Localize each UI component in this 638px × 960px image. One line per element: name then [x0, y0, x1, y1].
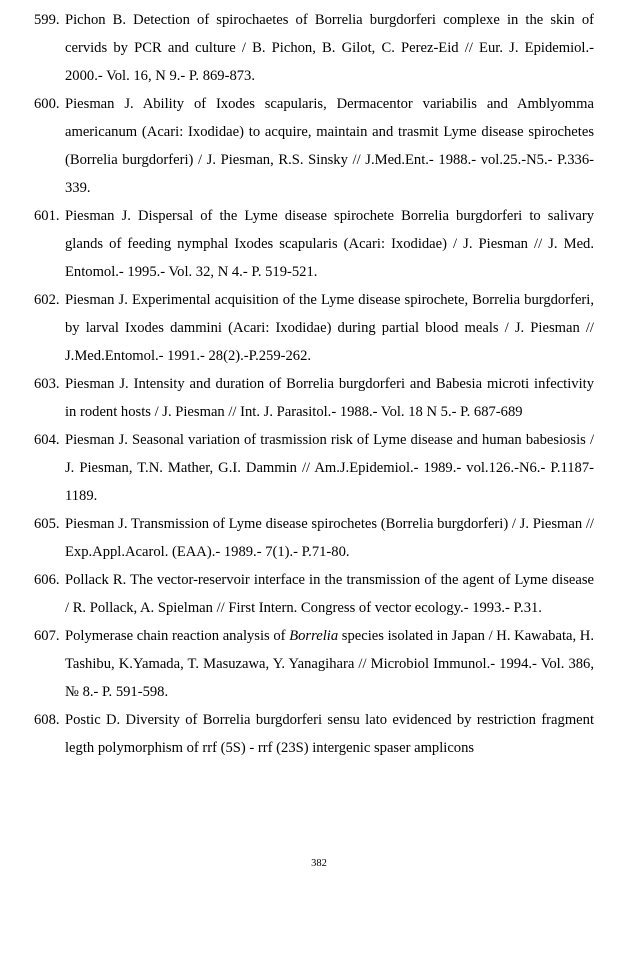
reference-item — [34, 566, 594, 622]
reference-number: 599. — [34, 12, 60, 28]
reference-number: 603. — [34, 376, 60, 392]
reference-number: 600. — [34, 96, 60, 112]
reference-item — [34, 202, 594, 286]
reference-item — [34, 622, 594, 706]
reference-list — [34, 6, 594, 762]
reference-text: Piesman J. Experimental acquisition of the Lyme disease spirochete, Borrelia burgdorferi, by larval Ixodes dammini (Acari: Ixodidae) during partial blood meals / J. Piesman // J.Med.Entomol.- 1991.- 28(2).-P.259-262. — [65, 292, 594, 364]
reference-text: Polymerase chain reaction analysis of Borrelia species isolated in Japan / H. Kawabata, H. Tashibu, K.Yamada, T. Masuzawa, Y. Yanagihara // Microbiol Immunol.- 1994.- Vol. 386, № 8.- P. 591-598. — [65, 628, 594, 700]
genus-italic: Borrelia — [289, 628, 339, 644]
reference-item — [34, 706, 594, 762]
reference-item — [34, 510, 594, 566]
reference-text: Piesman J. Transmission of Lyme disease spirochetes (Borrelia burgdorferi) / J. Piesman // Exp.Appl.Acarol. (EAA).- 1989.- 7(1).- P.71-80. — [65, 516, 594, 560]
reference-number: 607. — [34, 628, 60, 644]
reference-text: Piesman J. Intensity and duration of Borrelia burgdorferi and Babesia microti infectivity in rodent hosts / J. Piesman // Int. J. Parasitol.- 1988.- Vol. 18 N 5.- P. 687-689 — [65, 376, 594, 420]
reference-item — [34, 286, 594, 370]
reference-number: 604. — [34, 432, 60, 448]
page-number: 382 — [311, 858, 327, 869]
reference-number: 608. — [34, 712, 60, 728]
reference-item — [34, 370, 594, 426]
reference-number: 601. — [34, 208, 60, 224]
reference-number: 606. — [34, 572, 60, 588]
reference-text: Pichon B. Detection of spirochaetes of Borrelia burgdorferi complexe in the skin of cervids by PCR and culture / B. Pichon, B. Gilot, C. Perez-Eid // Eur. J. Epidemiol.- 2000.- Vol. 16, N 9.- P. 869-873. — [65, 12, 594, 84]
reference-text: Postic D. Diversity of Borrelia burgdorferi sensu lato evidenced by restriction fragment legth polymorphism of rrf (5S) - rrf (23S) intergenic spaser amplicons — [65, 712, 594, 756]
reference-text: Pollack R. The vector-reservoir interface in the transmission of the agent of Lyme disease / R. Pollack, A. Spielman // First Intern. Congress of vector ecology.- 1993.- P.31. — [65, 572, 594, 616]
reference-item — [34, 426, 594, 510]
reference-item — [34, 90, 594, 202]
reference-text: Piesman J. Seasonal variation of trasmission risk of Lyme disease and human babesiosis / J. Piesman, T.N. Mather, G.I. Dammin // Am.J.Epidemiol.- 1989.- vol.126.-N6.- P.1187-1189. — [65, 432, 594, 504]
reference-text: Piesman J. Ability of Ixodes scapularis, Dermacentor variabilis and Amblyomma americanum (Acari: Ixodidae) to acquire, maintain and trasmit Lyme disease spirochetes (Borrelia burgdorferi) / J. Piesman, R.S. Sinsky // J.Med.Ent.- 1988.- vol.25.-N5.- P.336-339. — [65, 96, 594, 196]
reference-number: 605. — [34, 516, 60, 532]
reference-number: 602. — [34, 292, 60, 308]
reference-item — [34, 6, 594, 90]
reference-text: Piesman J. Dispersal of the Lyme disease spirochete Borrelia burgdorferi to salivary glands of feeding nymphal Ixodes scapularis (Acari: Ixodidae) / J. Piesman // J. Med. Entomol.- 1995.- Vol. 32, N 4.- P. 519-521. — [65, 208, 594, 280]
